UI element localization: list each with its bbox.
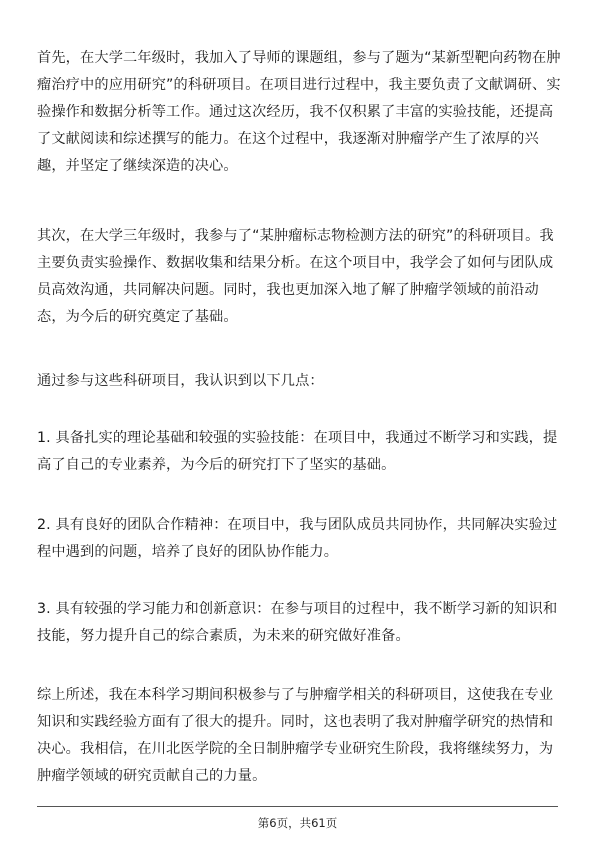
text-line: 趣，并坚定了继续深造的决心。	[37, 158, 238, 174]
paragraph-conclusion	[37, 682, 567, 790]
footer-divider	[37, 806, 558, 807]
page-number: 第6页，共61页	[257, 816, 338, 830]
text-line: 决心。我相信，在川北医学院的全日制肿瘤学专业研究生阶段，我将继续努力，为	[37, 741, 554, 757]
text-line: 态，为今后的研究奠定了基础。	[37, 309, 238, 325]
text-line: 2. 具有良好的团队合作精神：在项目中，我与团队成员共同协作，共同解决实验过	[37, 517, 558, 533]
text-line: 首先，在大学二年级时，我加入了导师的课题组，参与了题为“某新型靶向药物在肿	[37, 50, 561, 66]
text-line: 通过参与这些科研项目，我认识到以下几点：	[37, 373, 324, 389]
paragraph-first-project	[37, 45, 567, 180]
text-line: 3. 具有较强的学习能力和创新意识：在参与项目的过程中，我不断学习新的知识和	[37, 601, 558, 617]
text-line: 高了自己的专业素养，为今后的研究打下了坚实的基础。	[37, 457, 396, 473]
paragraph-summary-intro	[37, 368, 567, 395]
list-item-point-1	[37, 425, 567, 479]
text-line: 1. 具备扎实的理论基础和较强的实验技能：在项目中，我通过不断学习和实践，提	[37, 430, 558, 446]
text-line: 知识和实践经验方面有了很大的提升。同时，这也表明了我对肿瘤学研究的热情和	[37, 714, 554, 730]
text-line: 综上所述，我在本科学习期间积极参与了与肿瘤学相关的科研项目，这使我在专业	[37, 687, 554, 703]
text-line: 了文献阅读和综述撰写的能力。在这个过程中，我逐渐对肿瘤学产生了浓厚的兴	[37, 131, 539, 147]
list-item-point-3	[37, 596, 567, 650]
text-line: 其次，在大学三年级时，我参与了“某肿瘤标志物检测方法的研究”的科研项目。我	[37, 228, 554, 244]
text-line: 技能，努力提升自己的综合素质，为未来的研究做好准备。	[37, 628, 410, 644]
text-line: 程中遇到的问题，培养了良好的团队协作能力。	[37, 544, 339, 560]
list-item-point-2	[37, 512, 567, 566]
text-line: 主要负责实验操作、数据收集和结果分析。在这个项目中，我学会了如何与团队成	[37, 255, 554, 271]
paragraph-second-project	[37, 223, 567, 331]
text-line: 验操作和数据分析等工作。通过这次经历，我不仅积累了丰富的实验技能，还提高	[37, 104, 554, 120]
text-line: 员高效沟通，共同解决问题。同时，我也更加深入地了解了肿瘤学领域的前沿动	[37, 282, 539, 298]
text-line: 肿瘤学领域的研究贡献自己的力量。	[37, 768, 267, 784]
text-line: 瘤治疗中的应用研究”的科研项目。在项目进行过程中，我主要负责了文献调研、实	[37, 77, 561, 93]
